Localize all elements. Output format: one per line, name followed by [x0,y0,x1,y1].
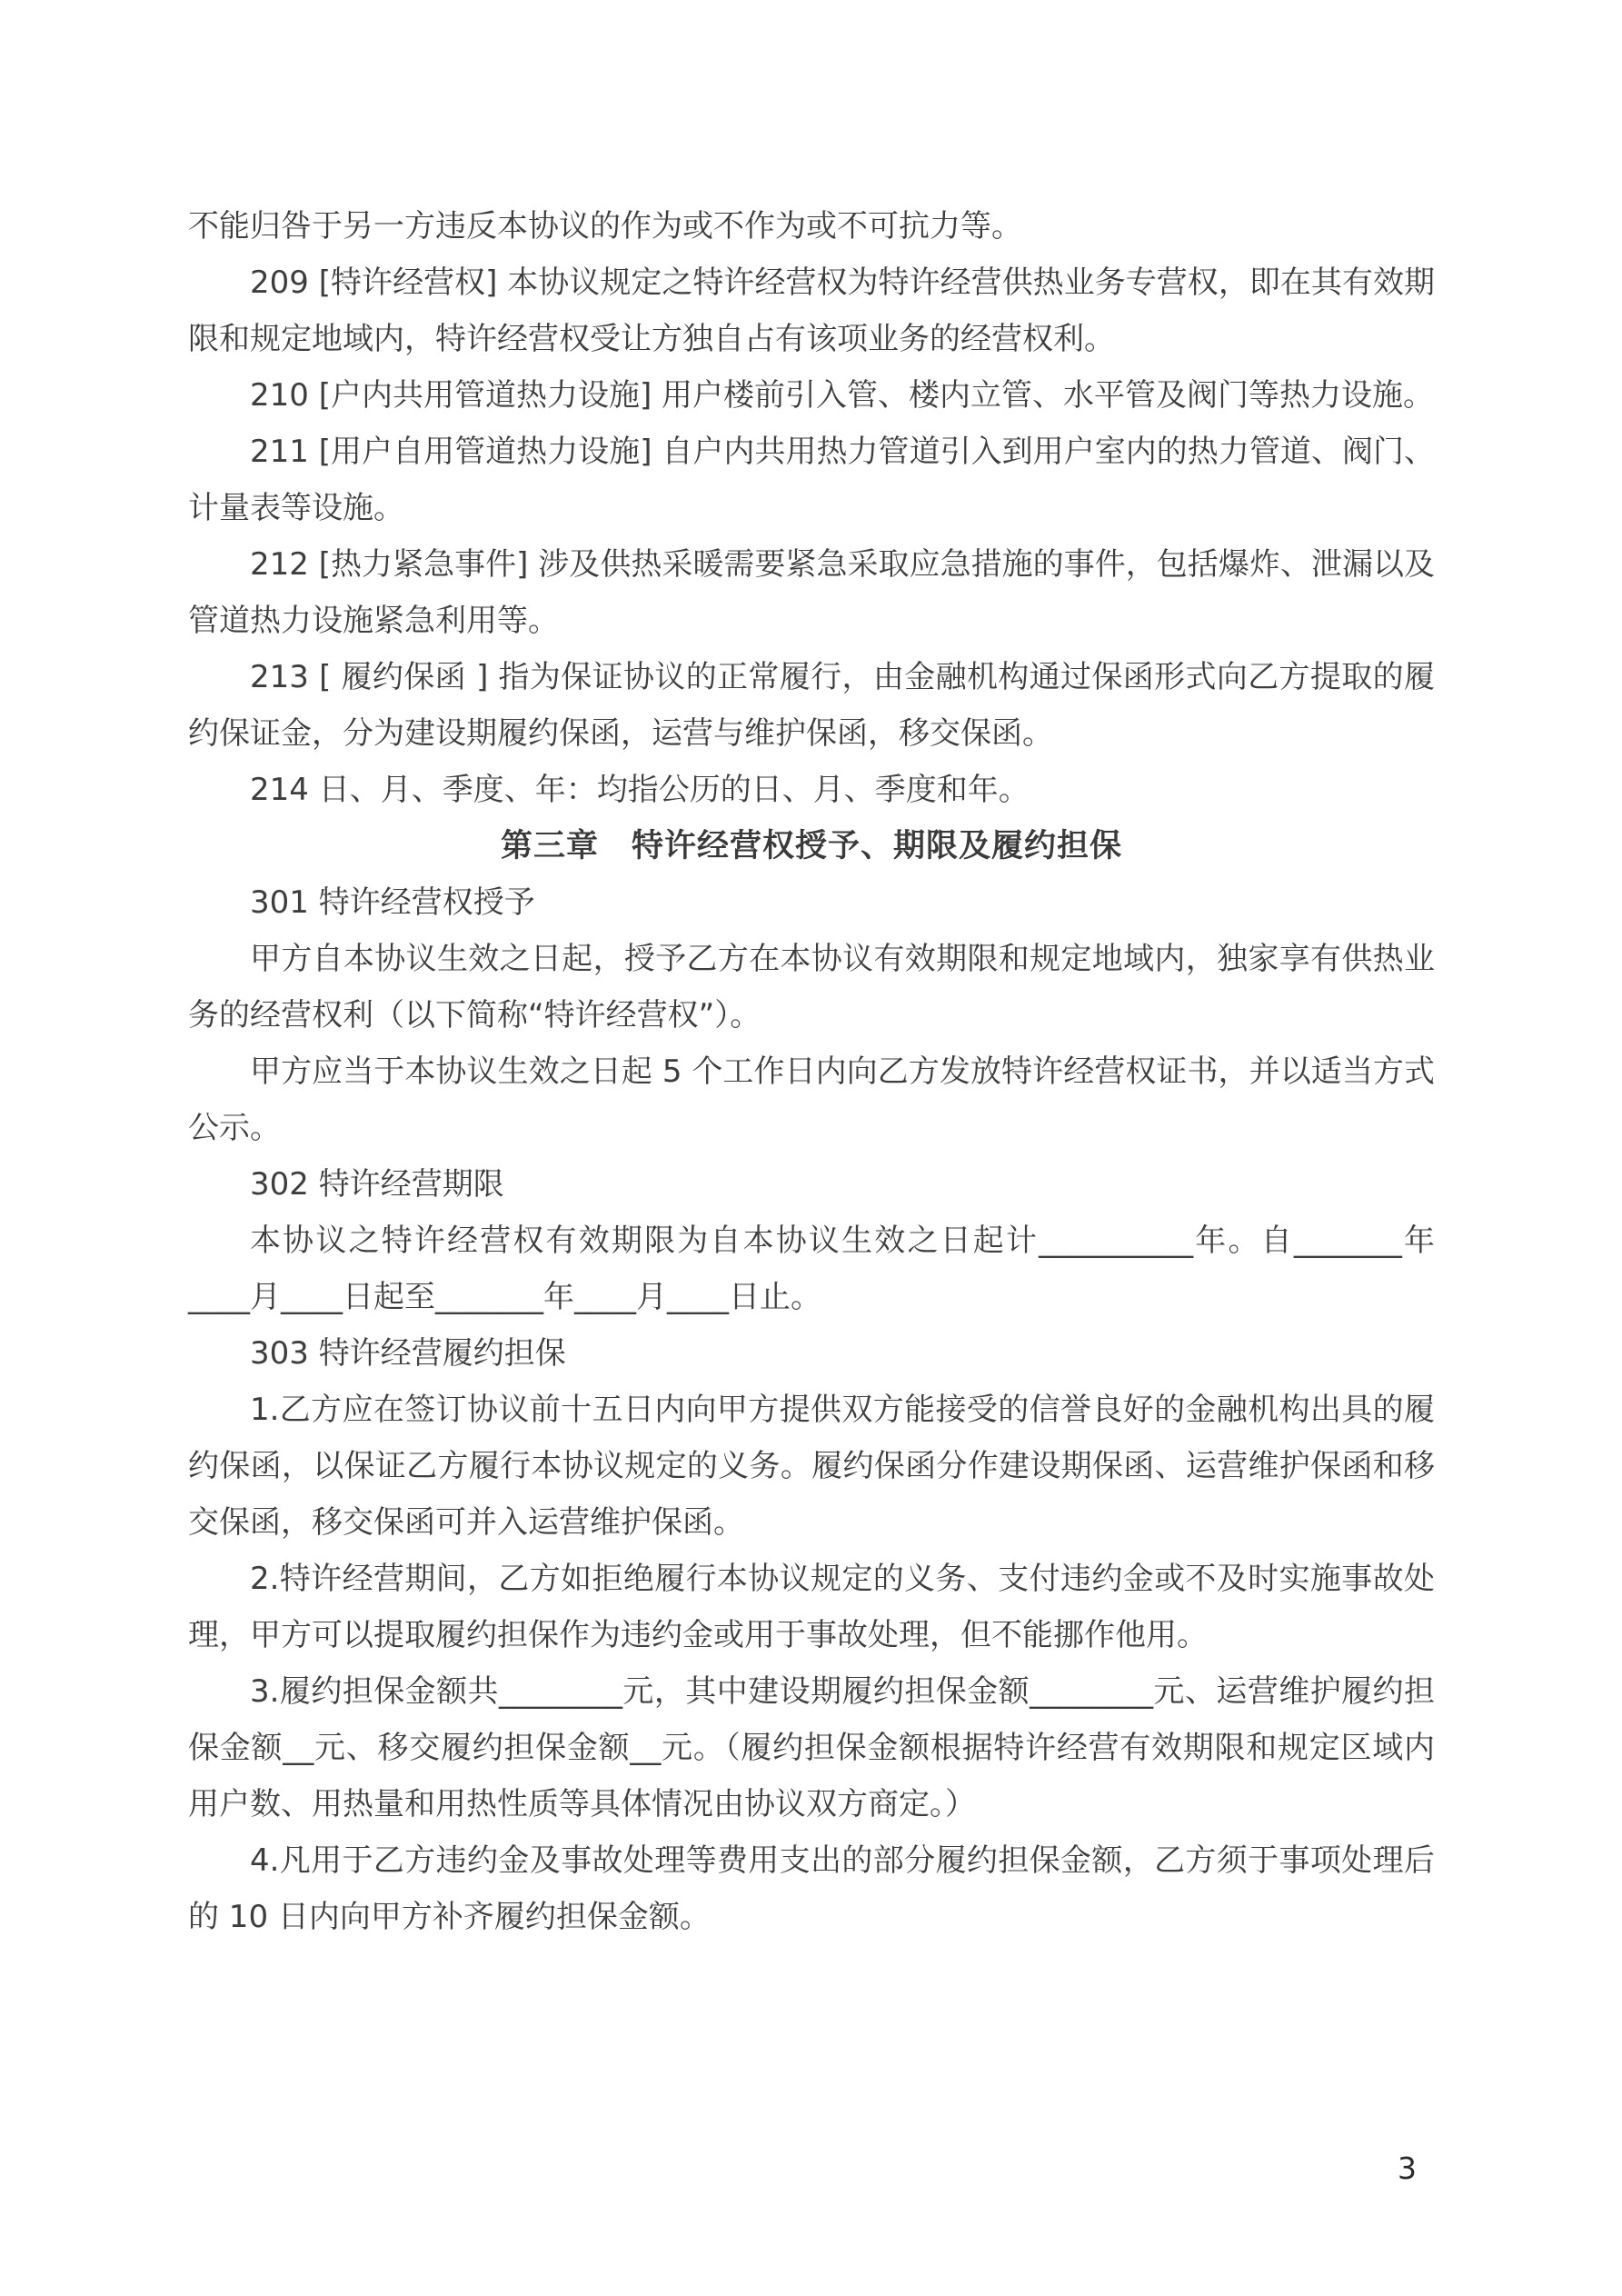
paragraph-continuation: 不能归咎于另一方违反本协议的作为或不作为或不可抗力等。 [188,208,1022,245]
section-303-title: 303 特许经营履约担保 [250,1335,566,1372]
section-301-title: 301 特许经营权授予 [250,884,535,921]
section-301-paragraph-1: 甲方自本协议生效之日起，授予乙方在本协议有效期限和规定地域内，独家享有供热业务的经营权利（以下简称“特许经营权”）。 [188,941,1435,1033]
section-301-paragraph-2: 甲方应当于本协议生效之日起 5 个工作日内向乙方发放特许经营权证书，并以适当方式公示。 [188,1053,1435,1146]
clause-212: 212 [热力紧急事件] 涉及供热采暖需要紧急采取应急措施的事件，包括爆炸、泄漏以及管道热力设施紧急利用等。 [188,546,1435,639]
section-303-item-1: 1.乙方应在签订协议前十五日内向甲方提供双方能接受的信誉良好的金融机构出具的履约保函，以保证乙方履行本协议规定的义务。履约保函分作建设期保函、运营维护保函和移交保函，移交保函可并入运营维护保函。 [188,1392,1435,1541]
section-303-item-2: 2.特许经营期间，乙方如拒绝履行本协议规定的义务、支付违约金或不及时实施事故处理，甲方可以提取履约担保作为违约金或用于事故处理，但不能挪作他用。 [188,1561,1435,1653]
clause-211: 211 [用户自用管道热力设施] 自户内共用热力管道引入到用户室内的热力管道、阀门、计量表等设施。 [188,434,1435,526]
document-body [188,198,1435,1945]
page-number: 3 [1398,2151,1417,2186]
section-302-paragraph-1: 本协议之特许经营权有效期限为自本协议生效之日起计__________年。自_______年____月____日起至_______年____月____日止。 [188,1223,1435,1315]
section-302-title: 302 特许经营期限 [250,1166,504,1203]
section-303-item-4: 4.凡用于乙方违约金及事故处理等费用支出的部分履约担保金额，乙方须于事项处理后的 10 日内向甲方补齐履约担保金额。 [188,1842,1435,1935]
clause-210: 210 [户内共用管道热力设施] 用户楼前引入管、楼内立管、水平管及阀门等热力设施。 [250,377,1435,414]
section-303-item-3: 3.履约担保金额共________元，其中建设期履约担保金额________元、运营维护履约担保金额__元、移交履约担保金额__元。（履约担保金额根据特许经营有效期限和规定区域内用户数、用热量和用热性质等具体情况由协议双方商定。） [188,1673,1435,1822]
clause-213: 213 [ 履约保函 ] 指为保证协议的正常履行，由金融机构通过保函形式向乙方提取的履约保证金，分为建设期履约保函，运营与维护保函，移交保函。 [188,659,1435,752]
chapter-3-heading: 第三章 特许经营权授予、期限及履约担保 [500,828,1122,864]
clause-214: 214 日、月、季度、年：均指公历的日、月、季度和年。 [250,772,1030,808]
clause-209: 209 [特许经营权] 本协议规定之特许经营权为特许经营供热业务专营权，即在其有效期限和规定地域内，特许经营权受让方独自占有该项业务的经营权利。 [188,265,1435,357]
